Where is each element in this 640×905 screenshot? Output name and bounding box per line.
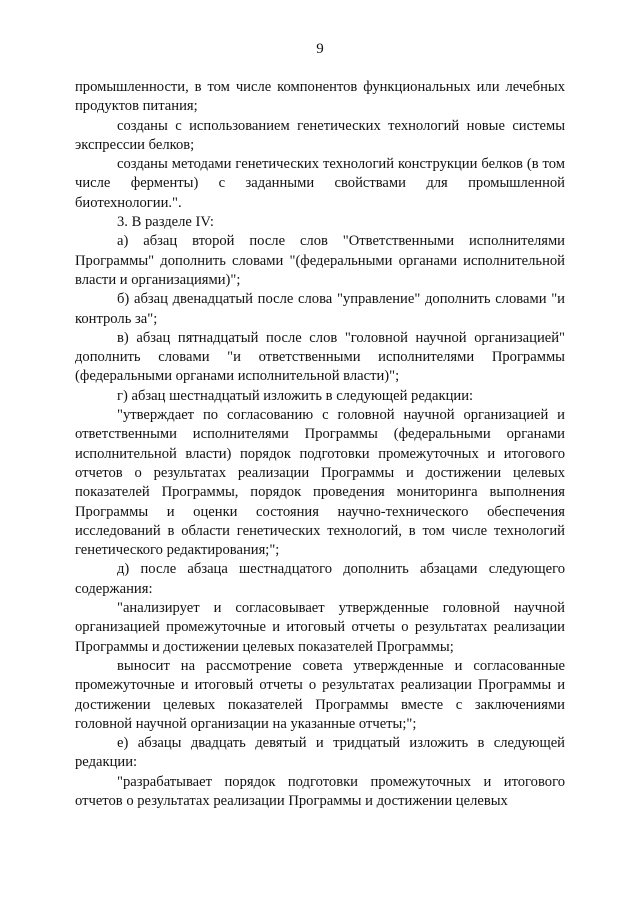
item-b: б) абзац двенадцатый после слова "управление" дополнить словами "и контроль за"; (75, 291, 565, 327)
item-e-quote: "разрабатывает порядок подготовки промежуточных и итогового отчетов о результатах реализации Программы и достижении целевых (75, 773, 565, 809)
document-body (75, 78, 565, 811)
section-iv-heading: 3. В разделе IV: (117, 214, 214, 231)
item-d: д) после абзаца шестнадцатого дополнить абзацами следующего содержания: (75, 561, 565, 597)
item-g-quote: "утверждает по согласованию с головной научной организацией и ответственными исполнителями Программы (федеральными органами исполнительной власти) порядок подготовки промежуточных и итогового отчетов о результатах реализации Программы и достижении целевых показателей Программы, порядок проведения мониторинга выполнения Программы и оценки состояния научно-технического обеспечения исследований в области генетических технологий, в том числе технологий генетического редактирования;"; (75, 407, 565, 559)
item-v: в) абзац пятнадцатый после слов "головной научной организацией" дополнить словами "и ответственными исполнителями Программы (федеральными органами исполнительной власти)"; (75, 329, 565, 385)
item-g: г) абзац шестнадцатый изложить в следующей редакции: (117, 387, 474, 404)
page-number: 9 (316, 41, 324, 57)
paragraph-1-continuation: промышленности, в том числе компонентов функциональных или лечебных продуктов питания; (75, 79, 565, 115)
item-e: е) абзацы двадцать девятый и тридцатый изложить в следующей редакции: (75, 735, 565, 771)
paragraph-protein-constructs: созданы методами генетических технологий конструкции белков (в том числе ферменты) с заданными свойствами для промышленной биотехнологии.". (75, 156, 565, 211)
item-d-quote-1: "анализирует и согласовывает утвержденные головной научной организацией промежуточные и итоговый отчеты о результатах реализации Программы и достижении целевых показателей Программы; (75, 600, 565, 655)
item-a: а) абзац второй после слов "Ответственными исполнителями Программы" дополнить словами "(федеральными органами исполнительной власти и организациями)"; (75, 233, 565, 288)
item-d-quote-2: выносит на рассмотрение совета утвержденные и согласованные промежуточные и итоговый отчеты о результатах реализации Программы и достижении целевых показателей Программы вместе с заключениями головной научной организации на указанные отчеты;"; (75, 657, 565, 732)
paragraph-expression-systems: созданы с использованием генетических технологий новые системы экспрессии белков; (75, 117, 565, 153)
